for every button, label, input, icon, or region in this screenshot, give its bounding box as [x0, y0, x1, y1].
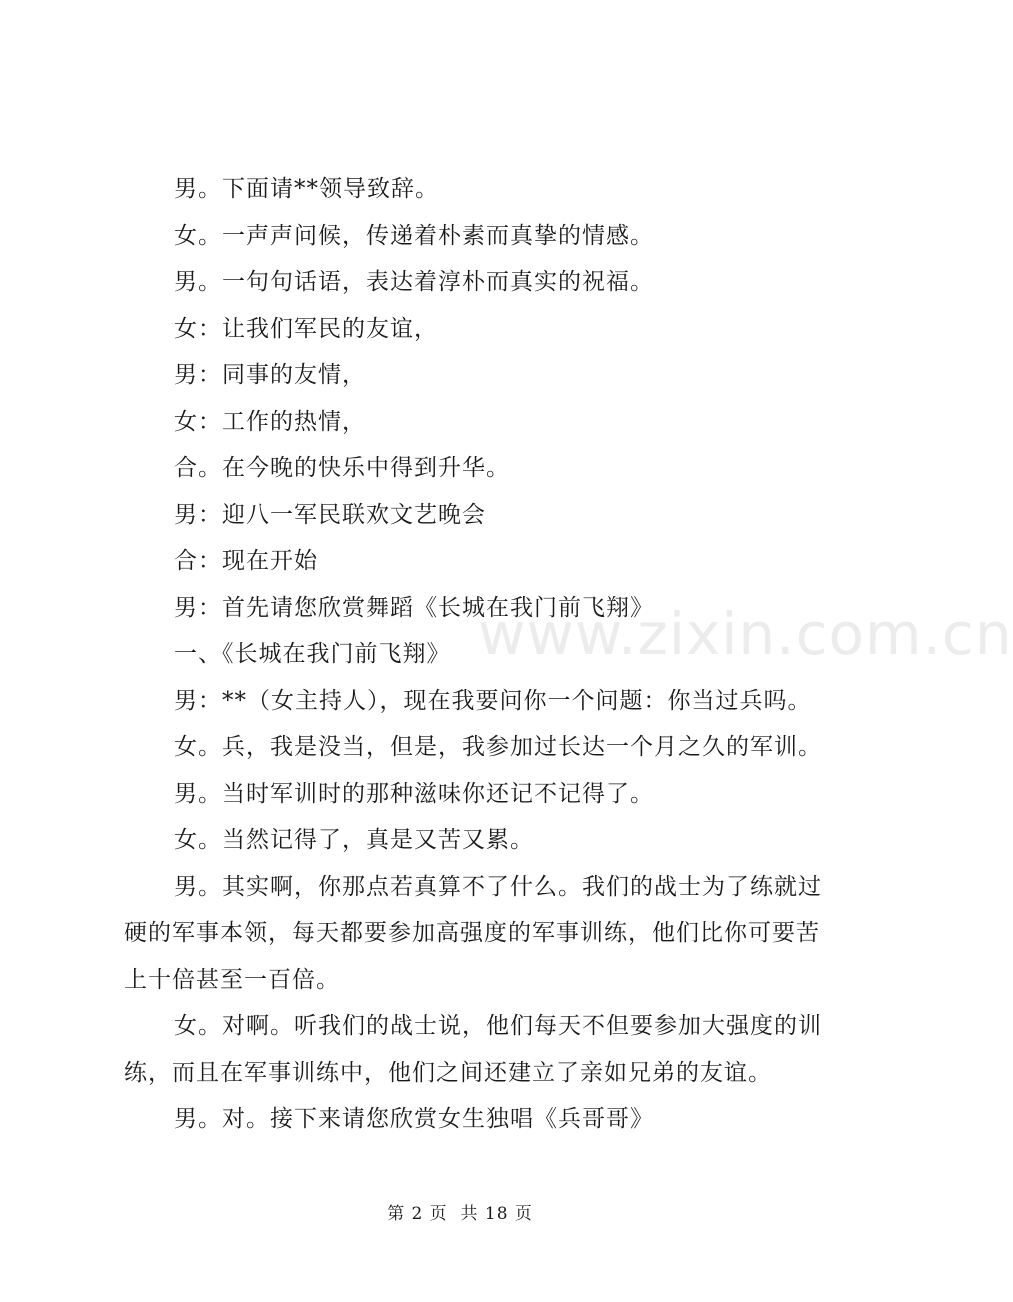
- paragraph: 女：工作的热情，: [174, 408, 366, 435]
- paragraph: 男。一句句话语，表达着淳朴而真实的祝福。: [174, 269, 654, 295]
- paragraph: 男：首先请您欣赏舞蹈《长城在我门前飞翔》: [174, 594, 654, 621]
- page-footer: [0, 1199, 920, 1224]
- paragraph: 男：迎八一军民联欢文艺晚会: [174, 501, 486, 528]
- paragraph: 男。其实啊，你那点若真算不了什么。我们的战士为了练就过硬的军事本领，每天都要参加高强度的军事训练，他们比你可要苦上十倍甚至一百倍。: [124, 873, 822, 993]
- paragraph: 男。下面请**领导致辞。: [174, 176, 439, 202]
- document-body: [124, 166, 824, 1143]
- page-number-label: 第 2 页 共 18 页: [387, 1204, 533, 1224]
- paragraph: 男：**（女主持人），现在我要问你一个问题：你当过兵吗。: [174, 687, 812, 714]
- paragraph: 男：同事的友情，: [174, 362, 366, 388]
- paragraph: 女。兵，我是没当，但是，我参加过长达一个月之久的军训。: [174, 734, 822, 760]
- watermark: www.zixin.com.cn: [478, 600, 1013, 668]
- paragraph: 女。一声声问候，传递着朴素而真挚的情感。: [174, 222, 654, 249]
- paragraph: 女：让我们军民的友谊，: [174, 315, 438, 342]
- paragraph: 合：现在开始: [174, 548, 318, 574]
- paragraph: 女。当然记得了，真是又苦又累。: [174, 827, 534, 853]
- paragraph: 男。当时军训时的那种滋味你还记不记得了。: [174, 780, 654, 807]
- paragraph: 女。对啊。听我们的战士说，他们每天不但要参加大强度的训练，而且在军事训练中，他们之间还建立了亲如兄弟的友谊。: [124, 1013, 822, 1086]
- paragraph: 男。对。接下来请您欣赏女生独唱《兵哥哥》: [174, 1106, 654, 1132]
- paragraph: 合。在今晚的快乐中得到升华。: [174, 455, 510, 481]
- section-heading: 一、《长城在我门前飞翔》: [174, 641, 451, 667]
